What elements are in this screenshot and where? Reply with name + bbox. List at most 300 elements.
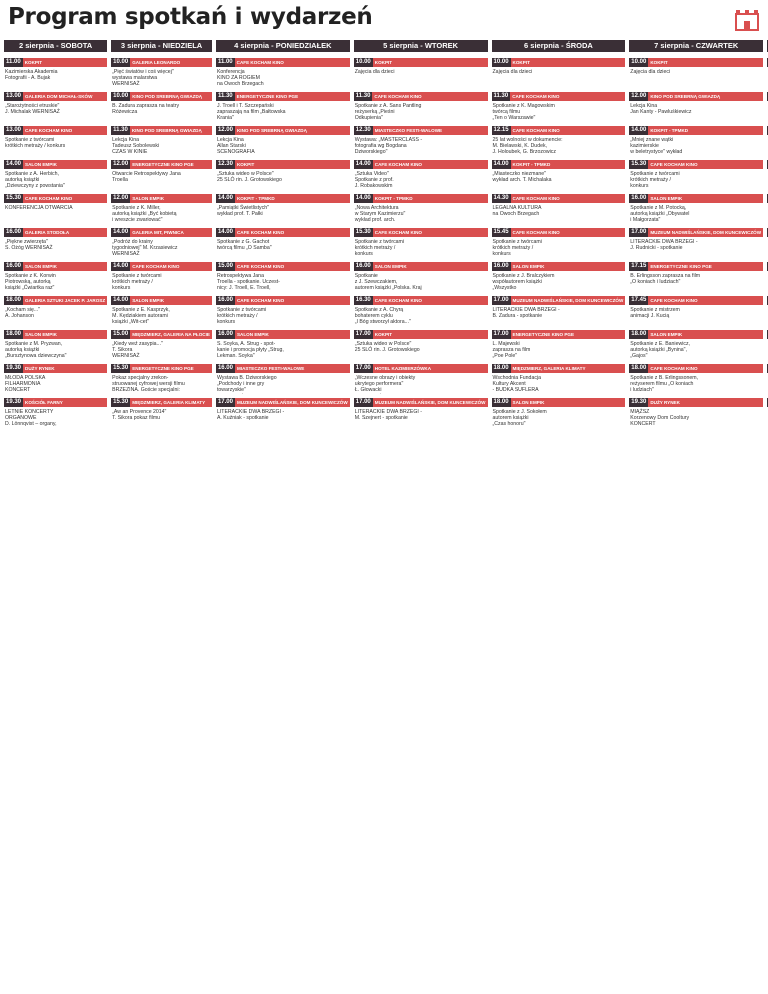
event-time: 19.30 <box>6 399 22 405</box>
event-time: 12.30 <box>355 127 371 133</box>
event-cell <box>354 296 488 326</box>
event-time: 18.00 <box>6 297 22 303</box>
event-header <box>354 262 488 271</box>
event-cell <box>216 398 350 428</box>
event-cell <box>216 58 350 88</box>
event-header <box>4 194 107 203</box>
event-description: Spotkanie z twórcami krótkich metraży / konkurs <box>492 239 542 258</box>
event-description: „Starożytności etruskie" J. Michalak WERNISAŻ <box>5 103 60 116</box>
event-time: 16.00 <box>6 229 22 235</box>
event-time: 17.00 <box>355 331 371 337</box>
event-time: 15.30 <box>113 399 129 405</box>
event-cell <box>111 194 212 224</box>
event-cell <box>492 296 626 326</box>
event-time: 11.00 <box>217 59 233 65</box>
event-cell <box>216 194 350 224</box>
day-column <box>354 40 488 428</box>
event-header <box>629 58 763 67</box>
event-venue: MIASTECZKO FESTI-WALOWE <box>373 126 488 135</box>
event-cell <box>111 58 212 88</box>
event-venue: ENERGETYCZNE KINO PGE <box>648 262 763 271</box>
event-header <box>492 398 626 407</box>
event-header <box>492 296 626 305</box>
event-time: 12.15 <box>493 127 509 133</box>
event-cell <box>354 398 488 428</box>
event-cell <box>216 92 350 122</box>
day-header: 6 sierpnia - ŚRODA <box>492 40 626 52</box>
event-venue: SALON EMPIK <box>23 330 107 339</box>
event-venue: GALERIA STODOŁA <box>23 228 107 237</box>
event-time: 16.00 <box>631 195 647 201</box>
event-cell <box>492 58 626 88</box>
event-venue: CAFE KOCHAM KINO <box>23 126 107 135</box>
event-venue: CAFE KOCHAM KINO <box>511 228 626 237</box>
event-description: B. Erlingsson zaprasza na film „O koniach i ludziach" <box>630 273 701 286</box>
event-venue: CAFE KOCHAM KINO <box>235 296 350 305</box>
event-header <box>629 398 763 407</box>
event-time: 17.00 <box>493 297 509 303</box>
event-header <box>216 126 350 135</box>
event-header <box>492 262 626 271</box>
event-cell <box>111 228 212 258</box>
event-description: Spotkanie z B. Erlingssonem, reżyserem filmu „O koniach i ludziach" <box>630 375 699 394</box>
event-header <box>629 228 763 237</box>
event-header <box>492 160 626 169</box>
event-header <box>111 126 212 135</box>
page-title: Program spotkań i wydarzeń <box>8 4 373 30</box>
event-venue: CAFE KOCHAM KINO <box>511 126 626 135</box>
event-time: 13.00 <box>6 93 22 99</box>
event-venue: KOKPIT - TPMKD <box>373 194 488 203</box>
event-cell <box>492 228 626 258</box>
event-cell <box>111 92 212 122</box>
event-cell <box>629 160 763 190</box>
event-venue: GALERIA DOM MICHAŁ-SKÓW <box>23 92 107 101</box>
event-venue: ENERGETYCZNE KINO PGE <box>511 330 626 339</box>
event-time: 14.00 <box>217 195 233 201</box>
event-venue: CAFE KOCHAM KINO <box>130 262 212 271</box>
event-time: 14.00 <box>6 161 22 167</box>
event-cell <box>629 194 763 224</box>
event-venue: KOKPIT <box>511 58 626 67</box>
event-time: 14.00 <box>113 297 129 303</box>
event-time: 11.30 <box>355 93 371 99</box>
event-venue: SALON EMPIK <box>23 262 107 271</box>
event-cell <box>4 262 107 292</box>
event-time: 14.00 <box>631 127 647 133</box>
event-time: 18.00 <box>631 331 647 337</box>
event-time: 10.00 <box>113 59 129 65</box>
event-time: 12.00 <box>217 127 233 133</box>
event-time: 14.00 <box>113 229 129 235</box>
event-description: KONFERENCJA OTWARCIA <box>5 205 73 211</box>
event-venue: MUZEUM NADWIŚLAŃSKIE, DOM KUNCEWICZÓW <box>236 400 348 405</box>
event-cell <box>354 330 488 360</box>
event-time: 16.30 <box>355 297 371 303</box>
event-header <box>111 262 212 271</box>
event-venue: CAFE KOCHAM KINO <box>235 228 350 237</box>
event-description: Spotkanie z E. Baniewicz, autorką książki „Bynina", „Gajos" <box>630 341 690 360</box>
event-description: Spotkanie z twórcami krótkich metraży / konkurs <box>5 137 66 150</box>
event-header <box>4 398 107 407</box>
event-cell <box>629 58 763 88</box>
event-cell <box>354 262 488 292</box>
event-header <box>492 228 626 237</box>
day-header: 5 sierpnia - WTOREK <box>354 40 488 52</box>
event-venue: KOKPIT <box>373 330 488 339</box>
event-description: Spotkanie z mistrzem animacji J. Kucią <box>630 307 680 320</box>
event-time: 10.00 <box>113 93 129 99</box>
event-description: „Aw an Provence 2014" T. Sikora pokaz filmu <box>112 409 167 422</box>
event-time: 15.30 <box>113 365 129 371</box>
event-time: 16.00 <box>6 263 22 269</box>
event-cell <box>492 194 626 224</box>
event-description: „Kiedy weź zasypia..." T. Sikora WERNISAŻ <box>112 341 163 360</box>
event-description: „Sztuka wideo w Polsce" 25 SLÓ rin. J. Grotowskiego <box>354 341 420 354</box>
event-time: 15.30 <box>6 195 22 201</box>
day-column <box>629 40 763 428</box>
event-venue: GALERIA SZTUKI JACEK P. JAROSZ <box>25 298 106 303</box>
event-cell <box>492 398 626 428</box>
event-cell <box>4 58 107 88</box>
event-cell <box>492 160 626 190</box>
event-description: Zajęcia dla dzieci <box>354 69 395 75</box>
event-venue: MIĘDZMIERZ, GALERIA KLIMATY <box>130 398 212 407</box>
event-time: 12.30 <box>217 161 233 167</box>
event-header <box>216 58 350 67</box>
day-header: 2 sierpnia - SOBOTA <box>4 40 107 52</box>
event-time: 11.30 <box>493 93 509 99</box>
event-venue: MUZEUM NADWIŚLAŃSKIE, DOM KUNCEWICZÓW <box>374 400 486 405</box>
event-cell <box>4 364 107 394</box>
event-venue: SALON EMPIK <box>373 262 488 271</box>
event-header <box>111 364 212 373</box>
event-venue: CAFE KOCHAM KINO <box>648 160 763 169</box>
event-header <box>4 92 107 101</box>
event-cell <box>354 160 488 190</box>
event-description: LITERACKIE DWA BRZEGI - M. Szejnert - spotkanie <box>354 409 422 422</box>
event-description: LEGALNA KULTURA na Owoch Brzegach <box>492 205 542 218</box>
event-description: Pokaz specjalny zrekon- struowanej cyfrowej wersji filmu BRZEZINA. Goście specjalni: <box>112 375 185 394</box>
event-description: „Miasteczko niezmane" wykład arch. T. Michalaka <box>492 171 552 184</box>
event-time: 19.30 <box>631 399 647 405</box>
event-description: Wschodnia Fundacja Kultury Akcent - BUDKA SUFLERA <box>492 375 541 394</box>
event-venue: SALON EMPIK <box>511 262 626 271</box>
event-cell <box>216 126 350 156</box>
day-column <box>111 40 212 428</box>
schedule-grid <box>4 40 764 428</box>
event-description: LITERACKIE DWA BRZEGI - A. Kuźniak - spotkanie <box>216 409 285 422</box>
event-time: 13.00 <box>6 127 22 133</box>
event-header <box>216 296 350 305</box>
event-description: „Mniej znane wątki kazimierskie w beletrystyce" wykład <box>630 137 683 156</box>
event-venue: MUZEUM NADWIŚLAŃSKIE, DOM KUNCEWICZÓW <box>512 298 624 303</box>
event-header <box>111 92 212 101</box>
event-venue: CAFE KOCHAM KINO <box>648 364 763 373</box>
event-cell <box>216 160 350 190</box>
event-header <box>629 160 763 169</box>
event-header <box>4 364 107 373</box>
event-description: Spotkanie z twórcami krótkich metraży / konkurs <box>112 273 162 292</box>
event-cell <box>629 92 763 122</box>
event-header <box>629 194 763 203</box>
event-time: 11.30 <box>217 93 233 99</box>
event-description: LETNIE KONCERTY ORGANOWE D. Lönnqvist – organy, <box>5 409 57 428</box>
event-venue: SALON EMPIK <box>648 194 763 203</box>
event-time: 10.00 <box>355 59 371 65</box>
event-time: 16.00 <box>493 263 509 269</box>
event-cell <box>354 58 488 88</box>
event-venue: CAFE KOCHAM KINO <box>373 228 488 237</box>
event-header <box>4 228 107 237</box>
event-description: Konferencja KINO ZA ROGIEM na Owoch Brzegach <box>216 69 264 88</box>
event-header <box>354 160 488 169</box>
event-cell <box>111 126 212 156</box>
event-time: 14.00 <box>113 263 129 269</box>
event-description: „Nowa Architektura w Starym Kazimierzu" wykład prof. arch. <box>354 205 406 224</box>
event-header <box>111 398 212 407</box>
event-header <box>629 296 763 305</box>
event-description: „Sztuka wideo w Polsce" 25 SLÓ rin. J. Grotowskiego <box>216 171 282 184</box>
event-description: Lekcja Kina Jan Kanty - Pawluśkiewicz <box>630 103 692 116</box>
event-header <box>111 296 212 305</box>
event-description: Spotkanie z M. Potocką, autorką książki „Obywatel i Małgorzata" <box>630 205 690 224</box>
event-description: Spotkanie z A. Sans Pantling reżyserką „Pieśni Odkupienia" <box>354 103 422 122</box>
event-venue: KINO POD SREBRNĄ GWIAZDĄ <box>130 126 212 135</box>
event-time: 16.00 <box>217 365 233 371</box>
event-time: 17.00 <box>493 331 509 337</box>
event-header <box>111 160 212 169</box>
event-cell <box>629 296 763 326</box>
event-header <box>354 330 488 339</box>
event-venue: GALERIA MIT, PIWNICA <box>130 228 212 237</box>
event-description: Spotkanie z M. Pryzwan, autorką książki „Bursztynowa dziewczyna" <box>5 341 67 360</box>
event-time: 16.00 <box>217 297 233 303</box>
event-cell <box>354 364 488 394</box>
event-description: „Pamiątki Świetlistych" wykład prof. T. Pałki <box>216 205 269 218</box>
event-header <box>111 330 212 339</box>
event-time: 15.30 <box>631 161 647 167</box>
event-venue: ENERGETYCZNE KINO PGE <box>130 364 212 373</box>
event-header <box>492 126 626 135</box>
event-venue: DUŻY RYNEK <box>23 364 107 373</box>
event-description: Spotkanie z J. Bralczykiem współautorem książki „Wszystko <box>492 273 555 292</box>
event-description: B. Zadura zaprasza na teatry Różewicza <box>112 103 180 116</box>
event-cell <box>4 296 107 326</box>
event-header <box>4 160 107 169</box>
event-header <box>354 58 488 67</box>
event-description: MŁODA POLSKA FILHARMONIA KONCERT <box>5 375 46 394</box>
event-cell <box>4 126 107 156</box>
event-cell <box>629 228 763 258</box>
event-cell <box>492 92 626 122</box>
event-description: Spotkanie z A. Chyrą bohaterem cyklu „I Bóg stworzył aktora..." <box>354 307 411 326</box>
event-cell <box>4 330 107 360</box>
event-description: „Podróż do krainy tygodniowej" M. Krzasiewicz WERNISAŻ <box>112 239 178 258</box>
event-time: 15.30 <box>355 229 371 235</box>
event-venue: MUZEUM NADWIŚLAŃSKIE, DOM KUNCEWICZÓW <box>650 230 762 235</box>
event-description: Spotkanie z twórcami krótkich metraży / konkurs <box>216 307 267 326</box>
castle-logo-icon <box>734 6 760 32</box>
event-header <box>216 194 350 203</box>
event-cell <box>111 262 212 292</box>
event-time: 14.00 <box>355 195 371 201</box>
event-time: 12.00 <box>631 93 647 99</box>
event-description: LITERACKIE DWA BRZEGI - B. Zadura - spotkanie <box>492 307 560 320</box>
event-description: Spotkanie z J. Sokołem autorem książki „Czas honoru" <box>492 409 547 428</box>
event-cell <box>4 160 107 190</box>
event-header <box>354 126 488 135</box>
event-description: 25 lat wolności w dokumencie: M. Bielawski, K. Dudek, J. Holoubek, G. Brzozowicz <box>492 137 563 156</box>
event-header <box>4 126 107 135</box>
event-venue: KOKPIT - TPMKD <box>235 194 350 203</box>
event-description: MIĄŻSZ Korzenowy Dom Cooltury KONCERT <box>630 409 690 428</box>
event-cell <box>4 228 107 258</box>
event-description: Spotkanie z twórcami krótkich metraży / konkurs <box>354 239 405 258</box>
event-description: S. Soyka, A. Strug - spot- kanie i promocja płyty „Strug, Lekman. Soyka" <box>216 341 284 360</box>
event-time: 17.00 <box>631 229 647 235</box>
event-header <box>354 92 488 101</box>
event-description: Spotkanie z K. Korwin Piotrowską, autorką książki „Ćwiartka raz" <box>5 273 56 292</box>
event-venue: CAFE KOCHAM KINO <box>23 194 107 203</box>
event-description: L. Majewski zaprasza na film „Poe Pole" <box>492 341 531 360</box>
event-header <box>111 228 212 237</box>
event-venue: KOKPIT <box>23 58 107 67</box>
event-description: Wystawa B. Dziworskiego „Podchody i inne gry towarzyskie" <box>216 375 277 394</box>
event-time: 17.15 <box>631 263 647 269</box>
event-time: 16.00 <box>217 331 233 337</box>
event-description: Spotkanie z A. Herbich, autorką książki „Dziewczyny z powstania" <box>5 171 65 190</box>
event-header <box>354 398 488 407</box>
event-cell <box>4 92 107 122</box>
event-venue: CAFE KOCHAM KINO <box>373 160 488 169</box>
event-description: Spotkanie z J. Szewczakiem, autorem książki „Polska. Kraj <box>354 273 422 292</box>
event-description: „Pięć światów i coś więcej" wystawa malarstwa WERNISAŻ <box>112 69 174 88</box>
event-description: Kazimierska Akademia Fotografii - A. Bujak <box>5 69 58 82</box>
event-description: „Kocham się..." A. Johanson <box>5 307 40 320</box>
event-venue: SALON EMPIK <box>648 330 763 339</box>
event-time: 19.30 <box>6 365 22 371</box>
event-header <box>492 194 626 203</box>
event-venue: SALON EMPIK <box>130 296 212 305</box>
event-venue: SALON EMPIK <box>235 330 350 339</box>
event-time: 18.00 <box>631 365 647 371</box>
event-time: 17.45 <box>631 297 647 303</box>
event-cell <box>354 126 488 156</box>
event-header <box>216 330 350 339</box>
event-header <box>216 364 350 373</box>
event-description: LITERACKIE DWA BRZEGI - J. Rudnicki - spotkanie <box>630 239 698 252</box>
event-time: 15.45 <box>493 229 509 235</box>
event-venue: CAFE KOCHAM KINO <box>235 58 350 67</box>
event-venue: CAFE KOCHAM KINO <box>648 296 763 305</box>
event-description: „Piękne zwierzęta" S. Ożóg WERNISAŻ <box>5 239 53 252</box>
event-venue: KOŚCIÓŁ FARNY <box>23 398 107 407</box>
event-header <box>4 58 107 67</box>
event-header <box>492 92 626 101</box>
event-time: 18.00 <box>6 331 22 337</box>
day-header: 3 sierpnia - NIEDZIELA <box>111 40 212 52</box>
event-time: 17.00 <box>217 399 233 405</box>
event-venue: SALON EMPIK <box>511 398 626 407</box>
event-description: Spotkanie z E. Kasprzyk, M. Kędziakiem autorami książki „Wit-cet" <box>112 307 170 326</box>
day-column <box>492 40 626 428</box>
event-venue: KINO POD SREBRNĄ GWIAZDĄ <box>235 126 350 135</box>
event-header <box>111 194 212 203</box>
event-description: „Wczesne obrazy i obiekty ukrytego performera" Ł. Głowacki <box>354 375 416 394</box>
event-description: Spotkanie z twórcami krótkich metraży / konkurs <box>630 171 680 190</box>
event-venue: CAFE KOCHAM KINO <box>372 92 487 101</box>
event-time: 12.00 <box>113 161 129 167</box>
day-column <box>4 40 107 428</box>
event-header <box>492 364 626 373</box>
event-venue: KOKPIT <box>235 160 350 169</box>
event-cell <box>492 262 626 292</box>
event-time: 16.00 <box>355 263 371 269</box>
event-venue: CAFE KOCHAM KINO <box>511 194 626 203</box>
event-time: 11.00 <box>6 59 21 65</box>
event-time: 17.00 <box>355 399 371 405</box>
event-time: 15.00 <box>217 263 233 269</box>
event-description: J. Troell i T. Szczepański zapraszają na film „Bałtowska Krania" <box>216 103 286 122</box>
event-cell <box>111 296 212 326</box>
event-venue: MIĘDZMIERZ, GALERIA NA PŁOCIE <box>132 332 210 337</box>
event-cell <box>492 330 626 360</box>
event-description: Spotkanie z G. Gachot twórcą filmu „O Samba" <box>216 239 272 252</box>
event-header <box>354 364 488 373</box>
event-venue: SALON EMPIK <box>130 194 212 203</box>
event-cell <box>216 262 350 292</box>
event-description: Spotkanie z K. Miller, autorką książki „Być kobietą i wreszcie zwariować" <box>112 205 177 224</box>
day-header: 4 sierpnia - PONIEDZIAŁEK <box>216 40 350 52</box>
event-venue: ENERGETYCZNE KINO PGE <box>130 160 212 169</box>
event-cell <box>629 330 763 360</box>
event-cell <box>629 364 763 394</box>
event-venue: CAFE KOCHAM KINO <box>510 92 625 101</box>
event-header <box>492 330 626 339</box>
event-venue: MIASTECZKO FESTI-WALOWE <box>235 364 350 373</box>
event-header <box>354 296 488 305</box>
event-time: 14.00 <box>217 229 233 235</box>
event-time: 17.00 <box>355 365 371 371</box>
event-header <box>216 262 350 271</box>
event-description: Lekcja Kina Allan Starski SCENOGRAFIA <box>216 137 255 156</box>
event-cell <box>4 398 107 428</box>
event-header <box>629 330 763 339</box>
event-header <box>4 330 107 339</box>
event-description: Zajęcia dla dzieci <box>492 69 533 75</box>
event-header <box>216 92 350 101</box>
event-header <box>492 58 626 67</box>
event-time: 11.30 <box>113 127 128 133</box>
event-venue: KINO POD SREBRNĄ GWIAZDĄ <box>648 92 763 101</box>
event-cell <box>111 330 212 360</box>
day-header: 7 sierpnia - CZWARTEK <box>629 40 763 52</box>
event-cell <box>629 262 763 292</box>
event-description: Zajęcia dla dzieci <box>630 69 671 75</box>
event-time: 14.00 <box>355 161 371 167</box>
event-cell <box>354 194 488 224</box>
event-header <box>216 160 350 169</box>
event-header <box>629 262 763 271</box>
event-time: 10.00 <box>631 59 647 65</box>
event-venue: CAFE KOCHAM KINO <box>235 262 350 271</box>
event-header <box>629 364 763 373</box>
event-header <box>629 126 763 135</box>
event-header <box>629 92 763 101</box>
event-time: 10.00 <box>493 59 509 65</box>
event-cell <box>216 228 350 258</box>
